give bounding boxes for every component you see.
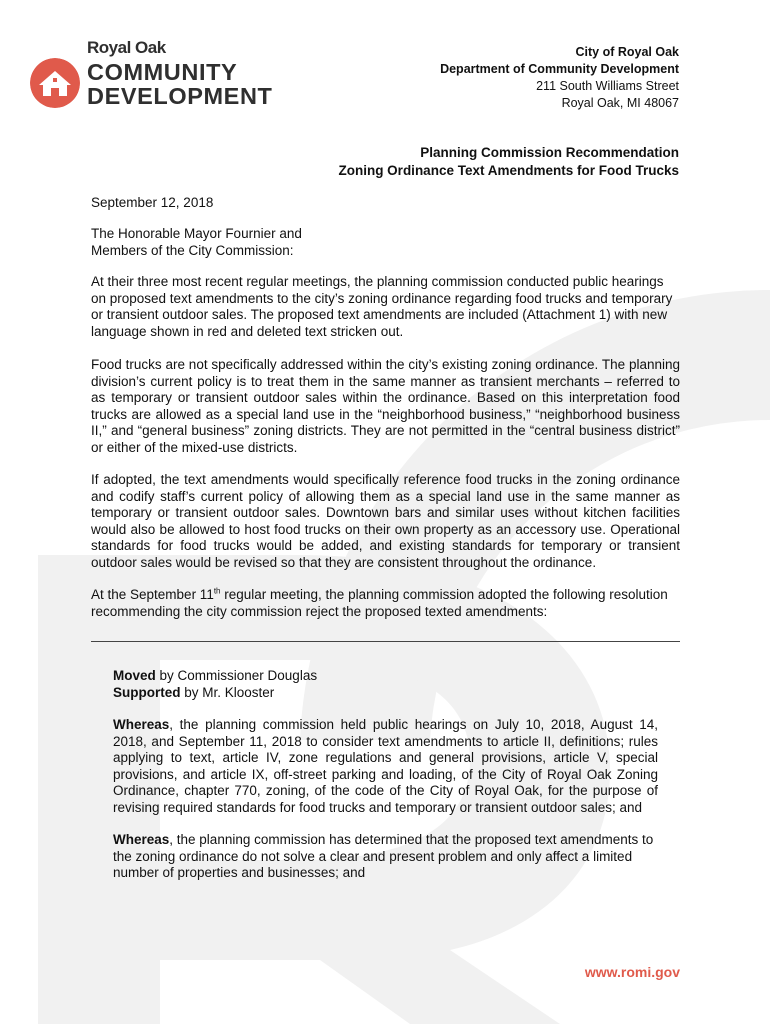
whereas-clause-1 [113, 717, 658, 816]
moved-text: by Commissioner Douglas [155, 668, 318, 683]
document-title [338, 144, 679, 180]
resolution-motion [113, 668, 658, 701]
paragraph-4-superscript: th [213, 586, 221, 596]
address-department: Department of Community Development [440, 62, 679, 76]
moved-label: Moved [113, 668, 156, 683]
whereas-clause-2 [113, 832, 658, 882]
paragraph-1: At their three most recent regular meetings, the planning commission conducted public hearings on proposed text amendments to the city’s zoning ordinance regarding food trucks and temporary or transient outdoor sales. The proposed text amendments are included (Attachment 1) with new language shown in red and deleted text stricken out. [91, 274, 673, 339]
salutation-line-1: The Honorable Mayor Fournier and [91, 226, 302, 241]
whereas-1-text: , the planning commission held public hearings on July 10, 2018, August 14, 2018, and September 11, 2018 to consider text amendments to article II, definitions; rules applying to text, article IV, zone regulations and general provisions, article V, special provisions, and article IX, off-street parking and loading, of the City of Royal Oak Zoning Ordinance, chapter 770, zoning, of the code of the City of Royal Oak, for the purpose of revising required standards for food trucks and temporary or transient outdoor sales; and [113, 717, 658, 815]
address-block [440, 44, 679, 112]
paragraph-4-start: At the September 11 [91, 587, 214, 602]
whereas-2-label: Whereas [113, 832, 170, 847]
supported-text: by Mr. Klooster [180, 684, 275, 700]
letter-date: September 12, 2018 [91, 195, 214, 210]
paragraph-4-end: regular meeting, the planning commission adopted the following resolution recommending the city commission reject the proposed texted amendments: [91, 587, 668, 619]
section-divider [91, 641, 680, 642]
paragraph-2: Food trucks are not specifically addressed within the city’s existing zoning ordinance. The planning division’s current policy is to treat them in the same manner as transient merchants – referred to as temporary or transient outdoor sales within the ordinance. Based on this interpretation food trucks are allowed as a special land use in the “neighborhood business,” “neighborhood business II,” and “general business” zoning districts. They are not permitted in the “central business district” or either of the mixed-use districts. [91, 357, 680, 455]
royal-oak-logo [30, 38, 273, 113]
paragraph-3: If adopted, the text amendments would specifically reference food trucks in the zoning ordinance and codify staff’s current policy of allowing them as a special land use in the same manner as temporary or transient outdoor sales. Downtown bars and similar uses without kitchen facilities would also be allowed to host food trucks on their own property as an accessory use. Operational standards for food trucks would be added, and existing standards for temporary or transient outdoor sales would be revised so that they are consistent throughout the ordinance. [91, 472, 680, 570]
website-link[interactable]: www.romi.gov [584, 964, 680, 980]
supported-line [113, 685, 658, 702]
salutation [91, 226, 680, 259]
whereas-1-label: Whereas [113, 717, 170, 732]
address-city: City of Royal Oak [575, 45, 679, 59]
logo-development-text: DEVELOPMENT [87, 83, 273, 109]
address-city-state-zip: Royal Oak, MI 48067 [561, 96, 679, 110]
paragraph-4 [91, 587, 680, 620]
logo-royal-oak-text: Royal Oak [87, 38, 166, 57]
address-street: 211 South Williams Street [536, 79, 679, 93]
logo-window [53, 78, 57, 82]
salutation-line-2: Members of the City Commission: [91, 242, 294, 258]
whereas-2-text: , the planning commission has determined that the proposed text amendments to the zoning ordinance do not solve a clear and present problem and only affect a limited number of properties and businesses; and [113, 832, 654, 880]
logo-community-text: COMMUNITY [87, 59, 238, 85]
house-icon [30, 58, 80, 108]
title-line-2: Zoning Ordinance Text Amendments for Food Trucks [338, 163, 679, 178]
title-line-1: Planning Commission Recommendation [420, 145, 679, 160]
moved-line [113, 668, 658, 685]
supported-label: Supported [113, 684, 181, 700]
